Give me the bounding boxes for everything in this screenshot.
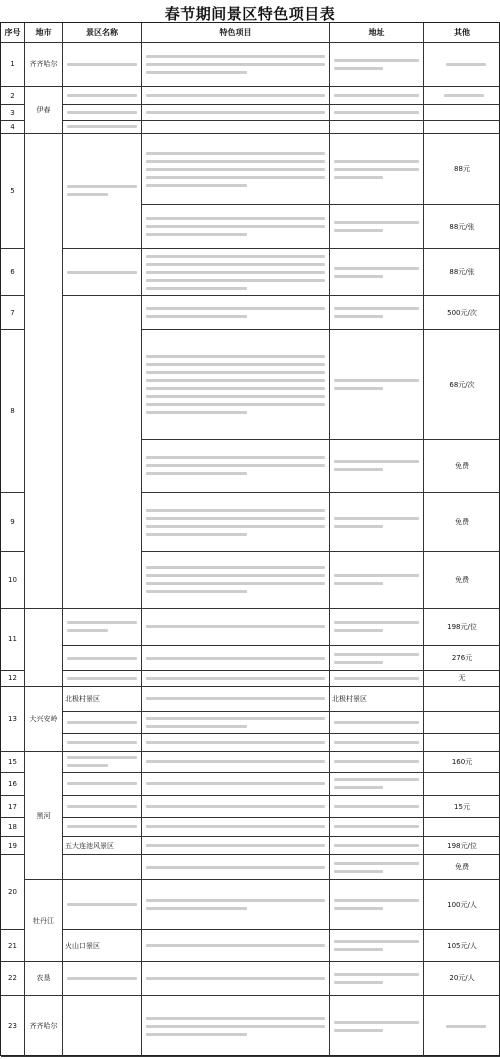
illegible-text [334, 221, 419, 224]
cell-address [330, 880, 424, 930]
illegible-text [334, 517, 419, 520]
cell-project [142, 296, 330, 330]
illegible-text [146, 625, 325, 628]
cell-seq: 21 [1, 930, 25, 961]
illegible-text [146, 307, 325, 310]
cell-spot [63, 296, 142, 608]
cell-price: 免费 [424, 440, 500, 493]
cell-address [330, 837, 424, 856]
cell-address [330, 671, 424, 687]
cell-seq: 8 [1, 330, 25, 492]
cell-price: 88元 [424, 134, 500, 206]
page-title: 春节期间景区特色项目表 [164, 5, 336, 23]
header-city: 地市 [25, 23, 63, 43]
cell-address [330, 962, 424, 996]
cell-spot [63, 646, 142, 671]
cell-project [142, 773, 330, 796]
illegible-text [334, 805, 419, 808]
illegible-text [444, 94, 484, 97]
cell-project [142, 855, 330, 880]
cell-spot [63, 712, 142, 734]
header-price: 其他 [424, 23, 500, 43]
illegible-text [334, 176, 383, 179]
illegible-text [334, 661, 383, 664]
illegible-text [334, 387, 383, 390]
illegible-text [146, 152, 325, 155]
illegible-text [334, 111, 419, 114]
illegible-text [146, 411, 247, 414]
illegible-text [146, 71, 247, 74]
illegible-text [334, 168, 419, 171]
cell-spot [63, 773, 142, 796]
cell-price [424, 773, 500, 796]
cell-spot [63, 609, 142, 646]
cell-address [330, 609, 424, 646]
cell-spot: 北极村景区 [63, 687, 142, 712]
cell-project [142, 330, 330, 439]
cell-price: 免费 [424, 855, 500, 880]
cell-seq: 5 [1, 134, 25, 250]
illegible-text [67, 977, 137, 980]
illegible-text [146, 217, 325, 220]
illegible-text [146, 677, 325, 680]
illegible-text [146, 225, 325, 228]
cell-seq: 12 [1, 671, 25, 687]
cell-seq: 4 [1, 121, 25, 133]
cell-price: 15元 [424, 796, 500, 818]
cell-price: 276元 [424, 646, 500, 671]
cell-seq: 16 [1, 773, 25, 796]
illegible-text [334, 981, 383, 984]
cell-project [142, 121, 330, 133]
illegible-text [146, 395, 325, 398]
cell-spot [63, 855, 142, 880]
illegible-text [334, 721, 419, 724]
illegible-text [334, 629, 383, 632]
illegible-text [146, 741, 325, 744]
cell-price: 198元/位 [424, 837, 500, 856]
cell-spot [63, 818, 142, 837]
illegible-text [67, 94, 137, 97]
illegible-text [334, 677, 419, 680]
illegible-text [334, 59, 419, 62]
illegible-text [146, 977, 325, 980]
cell-project [142, 493, 330, 552]
cell-project [142, 440, 330, 493]
cell-spot [63, 671, 142, 687]
illegible-text [334, 229, 383, 232]
cell-address [330, 930, 424, 961]
cell-address [330, 996, 424, 1057]
cell-price [424, 43, 500, 87]
illegible-text [334, 267, 419, 270]
illegible-text [334, 907, 383, 910]
illegible-text [334, 468, 383, 471]
cell-spot [63, 121, 142, 133]
cell-price: 105元/人 [424, 930, 500, 961]
illegible-text [146, 315, 247, 318]
cell-spot [63, 880, 142, 930]
illegible-text [146, 907, 247, 910]
illegible-text [334, 621, 419, 624]
illegible-text [146, 55, 325, 58]
illegible-text [334, 1029, 383, 1032]
illegible-text [334, 525, 383, 528]
cell-price [424, 105, 500, 121]
spot-table [0, 22, 500, 1056]
illegible-text [146, 657, 325, 660]
cell-price: 88元/张 [424, 249, 500, 296]
cell-seq: 22 [1, 962, 25, 996]
cell-address [330, 330, 424, 439]
cell-project [142, 930, 330, 961]
cell-project [142, 87, 330, 106]
illegible-text [146, 825, 325, 828]
cell-project [142, 712, 330, 734]
cell-address [330, 43, 424, 87]
cell-price: 500元/次 [424, 296, 500, 330]
illegible-text [334, 844, 419, 847]
cell-address [330, 134, 424, 206]
cell-price: 免费 [424, 493, 500, 552]
illegible-text [146, 363, 325, 366]
header-address: 地址 [330, 23, 424, 43]
illegible-text [334, 67, 383, 70]
illegible-text [67, 629, 108, 632]
cell-project [142, 996, 330, 1057]
illegible-text [146, 1033, 247, 1036]
cell-spot [63, 796, 142, 818]
illegible-text [146, 509, 325, 512]
cell-spot [63, 734, 142, 753]
illegible-text [334, 275, 383, 278]
illegible-text [67, 782, 137, 785]
illegible-text [446, 63, 486, 66]
cell-seq: 10 [1, 552, 25, 608]
illegible-text [146, 566, 325, 569]
illegible-text [146, 517, 325, 520]
header-spot: 景区名称 [63, 23, 142, 43]
cell-spot: 火山口景区 [63, 930, 142, 961]
header-seq: 序号 [1, 23, 25, 43]
illegible-text [146, 403, 325, 406]
cell-address [330, 646, 424, 671]
cell-project [142, 552, 330, 608]
cell-city: 齐齐哈尔 [25, 43, 63, 87]
cell-seq: 19 [1, 837, 25, 856]
cell-price [424, 87, 500, 106]
cell-price: 198元/位 [424, 609, 500, 646]
illegible-text [146, 233, 247, 236]
illegible-text [334, 825, 419, 828]
cell-project [142, 818, 330, 837]
illegible-text [146, 176, 325, 179]
cell-project [142, 646, 330, 671]
illegible-text [146, 582, 325, 585]
cell-spot [63, 962, 142, 996]
illegible-text [334, 160, 419, 163]
illegible-text [146, 63, 325, 66]
cell-address [330, 752, 424, 772]
cell-project [142, 43, 330, 87]
illegible-text [146, 456, 325, 459]
cell-seq: 18 [1, 818, 25, 837]
illegible-text [146, 379, 325, 382]
illegible-text [146, 760, 325, 763]
cell-seq: 6 [1, 249, 25, 296]
illegible-text [146, 782, 325, 785]
illegible-text [146, 287, 247, 290]
illegible-text [146, 590, 247, 593]
cell-seq: 20 [1, 855, 25, 930]
cell-project [142, 205, 330, 249]
illegible-text [146, 725, 247, 728]
illegible-text [334, 741, 419, 744]
cell-spot [63, 996, 142, 1057]
illegible-text [146, 94, 325, 97]
illegible-text [146, 263, 325, 266]
cell-project [142, 687, 330, 712]
illegible-text [446, 1025, 486, 1028]
cell-city [25, 609, 63, 687]
cell-address: 北极村景区 [330, 687, 424, 712]
illegible-text [146, 525, 325, 528]
illegible-text [334, 460, 419, 463]
cell-address [330, 493, 424, 552]
cell-address [330, 818, 424, 837]
cell-spot [63, 87, 142, 106]
cell-price [424, 996, 500, 1057]
cell-seq: 1 [1, 43, 25, 87]
illegible-text [146, 464, 325, 467]
cell-project [142, 734, 330, 753]
illegible-text [334, 379, 419, 382]
illegible-text [146, 1017, 325, 1020]
illegible-text [334, 948, 383, 951]
cell-price [424, 687, 500, 712]
header-project: 特色项目 [142, 23, 330, 43]
cell-address [330, 773, 424, 796]
cell-price [424, 712, 500, 734]
cell-spot: 五大连池风景区 [63, 837, 142, 856]
cell-city: 农垦 [25, 962, 63, 996]
cell-city: 大兴安岭 [25, 687, 63, 753]
cell-spot [63, 752, 142, 772]
cell-price: 无 [424, 671, 500, 687]
illegible-text [146, 866, 325, 869]
illegible-text [334, 1021, 419, 1024]
cell-price: 160元 [424, 752, 500, 772]
cell-project [142, 105, 330, 121]
illegible-text [146, 944, 325, 947]
cell-spot [63, 105, 142, 121]
illegible-text [67, 193, 108, 196]
illegible-text [67, 111, 137, 114]
illegible-text [146, 184, 247, 187]
illegible-text [67, 721, 137, 724]
illegible-text [146, 844, 325, 847]
illegible-text [334, 760, 419, 763]
illegible-text [146, 355, 325, 358]
illegible-text [146, 697, 325, 700]
cell-city: 黑河 [25, 752, 63, 880]
illegible-text [146, 533, 247, 536]
illegible-text [334, 940, 419, 943]
cell-project [142, 134, 330, 206]
cell-project [142, 249, 330, 296]
cell-project [142, 796, 330, 818]
illegible-text [146, 472, 247, 475]
cell-address [330, 105, 424, 121]
illegible-text [334, 653, 419, 656]
illegible-text [146, 1025, 325, 1028]
illegible-text [67, 657, 137, 660]
cell-project [142, 609, 330, 646]
cell-city: 齐齐哈尔 [25, 996, 63, 1057]
illegible-text [146, 255, 325, 258]
illegible-text [67, 185, 137, 188]
illegible-text [146, 387, 325, 390]
illegible-text [67, 903, 137, 906]
cell-address [330, 205, 424, 249]
illegible-text [67, 621, 137, 624]
cell-price [424, 734, 500, 753]
illegible-text [146, 279, 325, 282]
cell-seq: 15 [1, 752, 25, 772]
illegible-text [67, 741, 137, 744]
illegible-text [146, 168, 325, 171]
illegible-text [146, 271, 325, 274]
cell-seq: 9 [1, 493, 25, 552]
cell-price: 免费 [424, 552, 500, 608]
illegible-text [334, 574, 419, 577]
cell-address [330, 796, 424, 818]
cell-spot [63, 43, 142, 87]
illegible-text [334, 786, 383, 789]
illegible-text [334, 973, 419, 976]
illegible-text [67, 63, 137, 66]
cell-price [424, 818, 500, 837]
cell-address [330, 440, 424, 493]
cell-address [330, 712, 424, 734]
cell-address [330, 249, 424, 296]
cell-project [142, 962, 330, 996]
cell-project [142, 671, 330, 687]
cell-seq: 3 [1, 105, 25, 121]
illegible-text [146, 160, 325, 163]
illegible-text [67, 271, 137, 274]
cell-seq: 2 [1, 87, 25, 106]
cell-price [424, 121, 500, 133]
illegible-text [67, 825, 137, 828]
cell-project [142, 837, 330, 856]
illegible-text [334, 870, 383, 873]
illegible-text [334, 582, 383, 585]
illegible-text [334, 899, 419, 902]
illegible-text [67, 125, 137, 128]
cell-address [330, 855, 424, 880]
cell-spot [63, 249, 142, 296]
cell-price: 88元/张 [424, 205, 500, 249]
cell-address [330, 734, 424, 753]
illegible-text [146, 574, 325, 577]
illegible-text [146, 371, 325, 374]
cell-city: 牡丹江 [25, 880, 63, 961]
cell-price: 100元/人 [424, 880, 500, 930]
cell-seq: 13 [1, 687, 25, 753]
illegible-text [67, 677, 137, 680]
illegible-text [146, 899, 325, 902]
illegible-text [67, 756, 137, 759]
illegible-text [146, 805, 325, 808]
cell-address [330, 296, 424, 330]
cell-project [142, 880, 330, 930]
cell-city [25, 134, 63, 609]
illegible-text [146, 111, 325, 114]
illegible-text [146, 717, 325, 720]
cell-project [142, 752, 330, 772]
cell-seq: 17 [1, 796, 25, 818]
cell-address [330, 552, 424, 608]
cell-spot [63, 134, 142, 250]
illegible-text [334, 94, 419, 97]
illegible-text [334, 862, 419, 865]
illegible-text [334, 307, 419, 310]
illegible-text [67, 764, 108, 767]
cell-address [330, 121, 424, 133]
illegible-text [334, 315, 383, 318]
cell-seq: 23 [1, 996, 25, 1057]
cell-city: 伊春 [25, 87, 63, 134]
cell-seq: 7 [1, 296, 25, 330]
cell-price: 68元/次 [424, 330, 500, 439]
cell-seq: 11 [1, 609, 25, 671]
illegible-text [67, 805, 137, 808]
cell-address [330, 87, 424, 106]
cell-price: 20元/人 [424, 962, 500, 996]
illegible-text [334, 778, 419, 781]
